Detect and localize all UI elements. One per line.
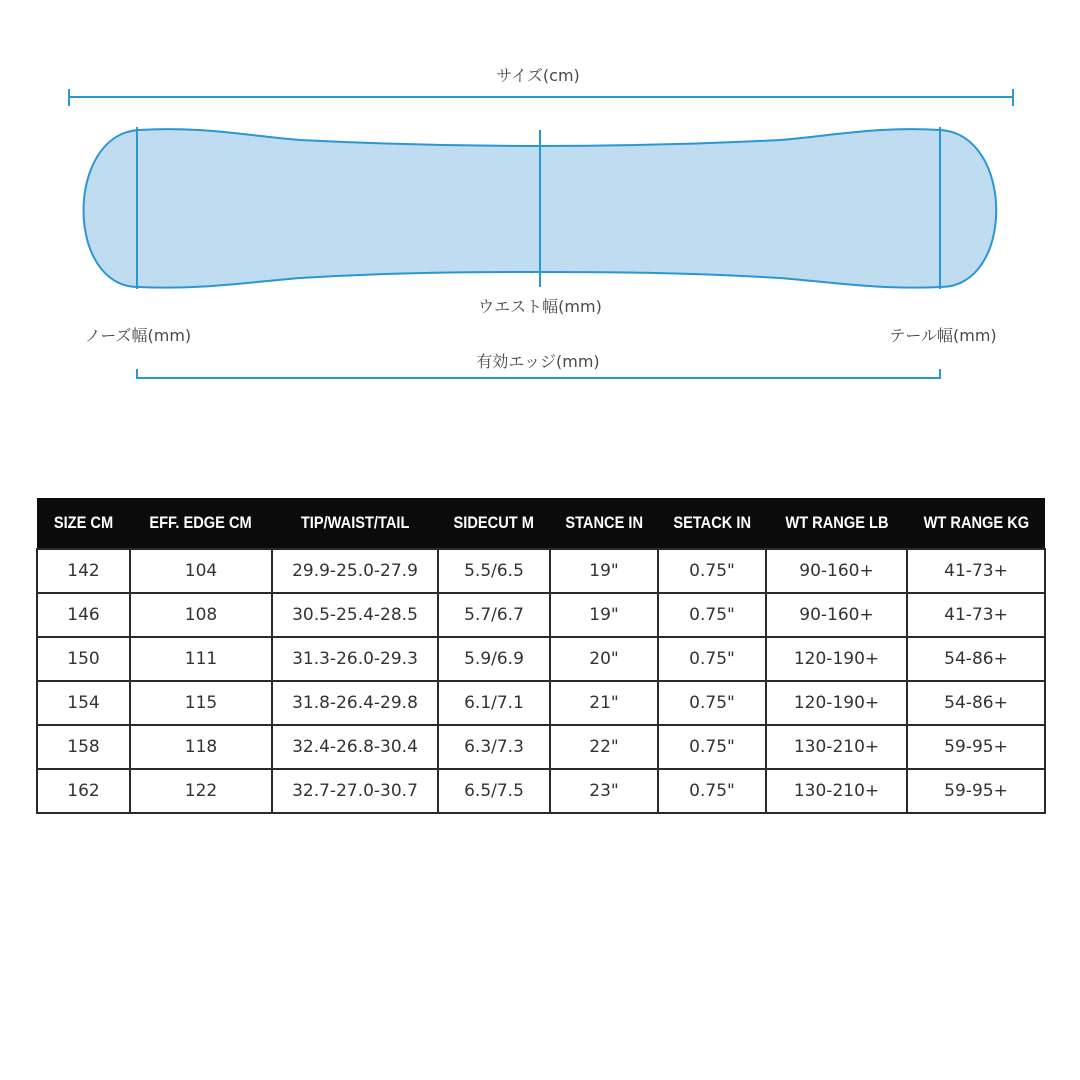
cell-wt-range-kg: 59-95+ xyxy=(907,725,1045,769)
cell-stance-in: 19" xyxy=(550,549,658,593)
header-setack-in: SETACK IN xyxy=(658,498,766,549)
table-row xyxy=(37,593,1045,637)
header-tip-waist-tail: TIP/WAIST/TAIL xyxy=(272,498,438,549)
cell-wt-range-lb: 130-210+ xyxy=(766,725,907,769)
cell-tip-waist-tail: 32.4-26.8-30.4 xyxy=(272,725,438,769)
cell-tip-waist-tail: 32.7-27.0-30.7 xyxy=(272,769,438,813)
cell-sidecut-m: 5.9/6.9 xyxy=(438,637,550,681)
table-row xyxy=(37,681,1045,725)
cell-size-cm: 154 xyxy=(37,681,130,725)
cell-tip-waist-tail: 31.8-26.4-29.8 xyxy=(272,681,438,725)
cell-tip-waist-tail: 30.5-25.4-28.5 xyxy=(272,593,438,637)
table-row xyxy=(37,549,1045,593)
cell-eff-edge-cm: 118 xyxy=(130,725,272,769)
cell-size-cm: 146 xyxy=(37,593,130,637)
header-stance-in: STANCE IN xyxy=(550,498,658,549)
cell-tip-waist-tail: 31.3-26.0-29.3 xyxy=(272,637,438,681)
cell-stance-in: 22" xyxy=(550,725,658,769)
cell-size-cm: 150 xyxy=(37,637,130,681)
cell-stance-in: 21" xyxy=(550,681,658,725)
cell-wt-range-kg: 54-86+ xyxy=(907,637,1045,681)
header-sidecut-m: SIDECUT M xyxy=(438,498,550,549)
cell-eff-edge-cm: 111 xyxy=(130,637,272,681)
cell-sidecut-m: 5.7/6.7 xyxy=(438,593,550,637)
cell-wt-range-lb: 90-160+ xyxy=(766,549,907,593)
spec-table xyxy=(36,498,1046,814)
waist-width-label: ウエスト幅(mm) xyxy=(478,297,602,316)
cell-setack-in: 0.75" xyxy=(658,549,766,593)
tail-width-label: テール幅(mm) xyxy=(889,326,997,345)
cell-wt-range-lb: 120-190+ xyxy=(766,637,907,681)
cell-wt-range-kg: 54-86+ xyxy=(907,681,1045,725)
table-row xyxy=(37,725,1045,769)
cell-sidecut-m: 6.3/7.3 xyxy=(438,725,550,769)
cell-eff-edge-cm: 104 xyxy=(130,549,272,593)
cell-stance-in: 19" xyxy=(550,593,658,637)
cell-stance-in: 20" xyxy=(550,637,658,681)
table-row xyxy=(37,769,1045,813)
cell-sidecut-m: 5.5/6.5 xyxy=(438,549,550,593)
cell-setack-in: 0.75" xyxy=(658,637,766,681)
size-label: サイズ(cm) xyxy=(496,66,580,85)
header-wt-range-lb: WT RANGE LB xyxy=(766,498,907,549)
cell-wt-range-lb: 120-190+ xyxy=(766,681,907,725)
table-row xyxy=(37,637,1045,681)
header-eff-edge-cm: EFF. EDGE CM xyxy=(130,498,272,549)
cell-sidecut-m: 6.1/7.1 xyxy=(438,681,550,725)
cell-sidecut-m: 6.5/7.5 xyxy=(438,769,550,813)
cell-stance-in: 23" xyxy=(550,769,658,813)
effective-edge-label: 有効エッジ(mm) xyxy=(476,352,600,371)
cell-size-cm: 162 xyxy=(37,769,130,813)
cell-wt-range-kg: 41-73+ xyxy=(907,593,1045,637)
cell-tip-waist-tail: 29.9-25.0-27.9 xyxy=(272,549,438,593)
size-bracket xyxy=(69,89,1013,106)
cell-eff-edge-cm: 108 xyxy=(130,593,272,637)
table-header-row xyxy=(37,498,1045,549)
cell-setack-in: 0.75" xyxy=(658,725,766,769)
cell-wt-range-kg: 59-95+ xyxy=(907,769,1045,813)
cell-eff-edge-cm: 115 xyxy=(130,681,272,725)
cell-setack-in: 0.75" xyxy=(658,681,766,725)
cell-setack-in: 0.75" xyxy=(658,769,766,813)
cell-wt-range-lb: 130-210+ xyxy=(766,769,907,813)
cell-wt-range-kg: 41-73+ xyxy=(907,549,1045,593)
snowboard-dimension-diagram xyxy=(0,0,1080,400)
cell-wt-range-lb: 90-160+ xyxy=(766,593,907,637)
header-wt-range-kg: WT RANGE KG xyxy=(907,498,1045,549)
cell-setack-in: 0.75" xyxy=(658,593,766,637)
cell-eff-edge-cm: 122 xyxy=(130,769,272,813)
header-size-cm: SIZE CM xyxy=(37,498,130,549)
cell-size-cm: 158 xyxy=(37,725,130,769)
nose-width-label: ノーズ幅(mm) xyxy=(84,326,192,345)
cell-size-cm: 142 xyxy=(37,549,130,593)
